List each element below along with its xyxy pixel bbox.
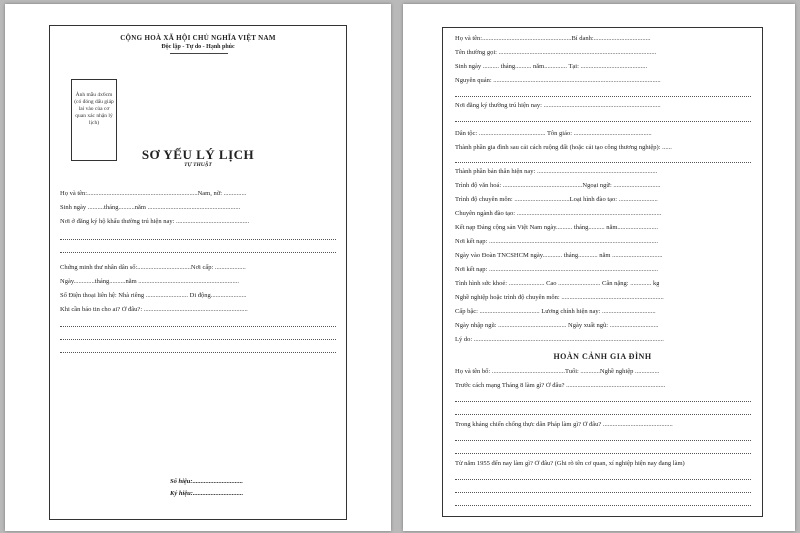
header-underline	[170, 53, 228, 54]
field-ethnicity-religion: Dân tộc: ......................................... Tôn giáo: ................................................	[455, 130, 652, 137]
field-permanent-residence: Nơi đăng ký thường trú hiện nay: ........................................................................	[455, 102, 661, 109]
field-since-1955: Từ năm 1955 đến nay làm gì? Ở đâu? (Ghi rõ tên cơ quan, xí nghiệp hiện nay đang làm)	[455, 460, 685, 467]
field-union-place: Nơi kết nạp: ........................................................................................................	[455, 266, 658, 273]
document-title: SƠ YẾU LÝ LỊCH	[141, 147, 255, 162]
blank-line	[455, 401, 751, 403]
section-family-title: HOÀN CẢNH GIA ĐÌNH	[553, 352, 652, 361]
signature-symbol: Ký hiệu:...............................	[170, 490, 244, 497]
blank-line	[455, 479, 751, 481]
field-occupation: Nghề nghiệp hoặc trình độ chuyên môn: ...............................................................	[455, 294, 664, 301]
blank-line	[60, 326, 336, 328]
form-page-right	[403, 4, 795, 531]
field-resistance-war: Trong kháng chiến chống thực dân Pháp làm gì? Ở đâu? ...........................................	[455, 421, 673, 428]
national-motto: Độc lập - Tự do - Hạnh phúc	[161, 44, 235, 50]
field-common-name: Tên thường gọi: .................................................................................................	[455, 49, 657, 56]
national-header: CỘNG HOÀ XÃ HỘI CHỦ NGHĨA VIỆT NAM	[120, 34, 276, 42]
field-full-name-alias: Họ và tên:.......................................................Bí danh:...................................	[455, 35, 651, 42]
signature-number: Số hiệu:...............................	[170, 478, 243, 485]
blank-line	[60, 239, 336, 241]
field-youth-union: Ngày vào Đoàn TNCSHCM ngày............ tháng............ năm ...............................	[455, 252, 663, 259]
field-rank-salary: Cấp bậc: ..................................... Lương chính hiện nay: .................................	[455, 308, 656, 315]
blank-line	[60, 252, 336, 254]
field-full-name: Họ và tên:....................................................................Nam, nữ: ..............	[60, 190, 247, 197]
field-education: Trình độ văn hoá: .................................................Ngoại ngữ: .............................	[455, 182, 661, 189]
blank-line	[60, 352, 336, 354]
field-contact: Khi cần báo tin cho ai? Ở đâu?: ................................................................	[60, 306, 248, 313]
blank-line	[455, 414, 751, 416]
blank-line	[455, 453, 751, 455]
field-before-revolution: Trước cách mạng Tháng 8 làm gì? Ở đâu? .............................................................	[455, 382, 666, 389]
field-birth-date: Sinh ngày ..........tháng..........năm .........................................................	[60, 204, 241, 211]
photo-caption: Ảnh mẫu 4x6cm (có đóng dấu giáp lai vào của cơ quan xác nhận lý lịch)	[74, 92, 114, 126]
field-id-number: Chứng minh thư nhân dân số:.................................Nơi cấp: ...................	[60, 264, 246, 271]
field-reason: Lý do: .....................................................................................................................	[455, 336, 664, 343]
document-subtitle: TỰ THUẬT	[184, 162, 212, 168]
field-personal-class: Thành phần bản thân hiện nay: ..........................................................................	[455, 168, 658, 175]
blank-line	[455, 121, 751, 123]
field-health: Tình hình sức khoẻ: ...................... Cao .......................... Cân nặng: ............. kg	[455, 280, 660, 287]
field-hometown: Nguyên quán: .......................................................................................................	[455, 77, 661, 84]
blank-line	[455, 162, 751, 164]
field-party-admission: Kết nạp Đảng cộng sản Việt Nam ngày.......... tháng.......... năm.........................	[455, 224, 659, 231]
field-major: Chuyên ngành đào tạo: .........................................................................................	[455, 210, 662, 217]
blank-line	[455, 492, 751, 494]
field-phone: Số Điện thoại liên hệ: Nhà riêng .......................... Di động......................	[60, 292, 247, 299]
field-father-name: Họ và tên bố: .............................................Tuổi: ............Nghề nghiệp ...............	[455, 368, 660, 375]
field-qualification: Trình độ chuyên môn: ..................................Loại hình đào tạo: ........................	[455, 196, 658, 203]
blank-line	[455, 96, 751, 98]
form-page-left	[5, 4, 391, 531]
blank-line	[455, 440, 751, 442]
blank-line	[60, 339, 336, 341]
form-border-left	[49, 25, 347, 520]
field-birth-place: Sinh ngày .......... tháng.......... năm.............. Tại: .........................................	[455, 63, 648, 70]
blank-line	[455, 505, 751, 507]
form-border-right	[442, 27, 763, 517]
field-residence: Nơi ở đăng ký hộ khẩu thường trú hiện nay: .............................................	[60, 218, 250, 225]
field-family-class: Thành phần gia đình sau cải cách ruộng đất (hoặc cải tạo công thương nghiệp): ......	[455, 144, 672, 151]
field-party-place: Nơi kết nạp: ........................................................................................................	[455, 238, 658, 245]
field-issue-date: Ngày.............tháng..........năm ..............................................................	[60, 278, 240, 285]
field-military-dates: Ngày nhập ngũ: .......................................... Ngày xuất ngũ: ..............................	[455, 322, 659, 329]
